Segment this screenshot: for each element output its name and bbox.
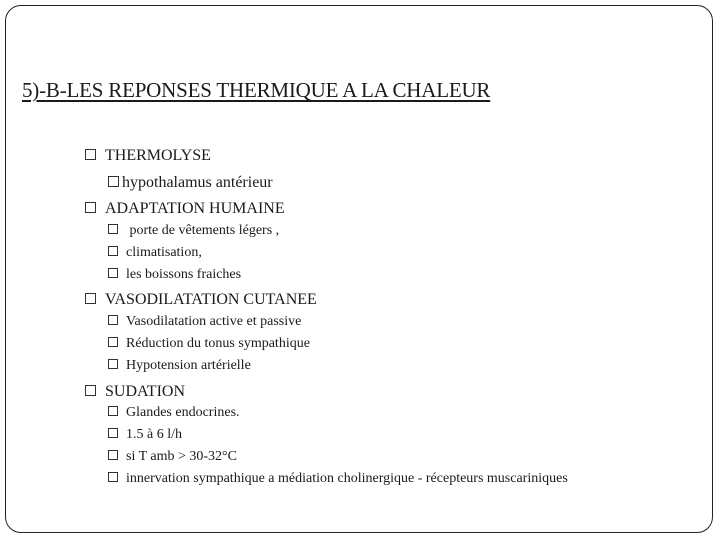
list-item <box>108 449 237 465</box>
checkbox-bullet-icon <box>108 315 118 325</box>
list-item <box>108 267 241 283</box>
bullet-label: ADAPTATION HUMAINE <box>105 200 285 217</box>
bullet-thermolyse <box>85 147 211 165</box>
list-item <box>108 245 202 261</box>
list-item-text: 1.5 à 6 l/h <box>126 427 182 442</box>
bullet-label: THERMOLYSE <box>105 147 211 164</box>
checkbox-bullet-icon <box>85 202 96 213</box>
checkbox-bullet-icon <box>85 385 96 396</box>
list-item <box>108 427 182 443</box>
checkbox-bullet-icon <box>108 268 118 278</box>
list-item <box>108 471 568 487</box>
bullet-vasodilatation <box>85 291 317 309</box>
sub-bullet-hypothalamus <box>108 174 273 192</box>
checkbox-bullet-icon <box>108 337 118 347</box>
bullet-label: VASODILATATION CUTANEE <box>105 291 317 308</box>
list-item-text: les boissons fraiches <box>126 267 242 282</box>
slide-title: 5)-B-LES REPONSES THERMIQUE A LA CHALEUR <box>22 78 491 102</box>
list-item-text: innervation sympathique a médiation cholinergique - récepteurs muscariniques <box>126 471 568 486</box>
bullet-label: SUDATION <box>105 383 185 400</box>
list-item <box>108 358 251 374</box>
list-item <box>108 223 279 239</box>
list-item-text: Vasodilatation active et passive <box>126 314 302 329</box>
sub-bullet-label: hypothalamus antérieur <box>122 174 273 191</box>
bullet-adaptation <box>85 200 285 218</box>
list-item <box>108 314 301 330</box>
bullet-sudation <box>85 383 185 401</box>
checkbox-bullet-icon <box>85 149 96 160</box>
checkbox-bullet-icon <box>108 406 118 416</box>
checkbox-bullet-icon <box>108 428 118 438</box>
checkbox-bullet-icon <box>108 472 118 482</box>
list-item-text: porte de vêtements légers , <box>126 223 280 238</box>
checkbox-bullet-icon <box>108 246 118 256</box>
list-item-text: Glandes endocrines. <box>126 405 240 420</box>
list-item <box>108 405 240 421</box>
list-item <box>108 336 310 352</box>
list-item-text: si T amb > 30-32°C <box>126 449 237 464</box>
checkbox-bullet-icon <box>108 224 118 234</box>
list-item-text: Réduction du tonus sympathique <box>126 336 310 351</box>
checkbox-bullet-icon <box>85 293 96 304</box>
checkbox-bullet-icon <box>108 450 118 460</box>
checkbox-bullet-icon <box>108 359 118 369</box>
list-item-text: climatisation, <box>126 245 202 260</box>
checkbox-bullet-icon <box>108 176 119 187</box>
list-item-text: Hypotension artérielle <box>126 358 251 373</box>
